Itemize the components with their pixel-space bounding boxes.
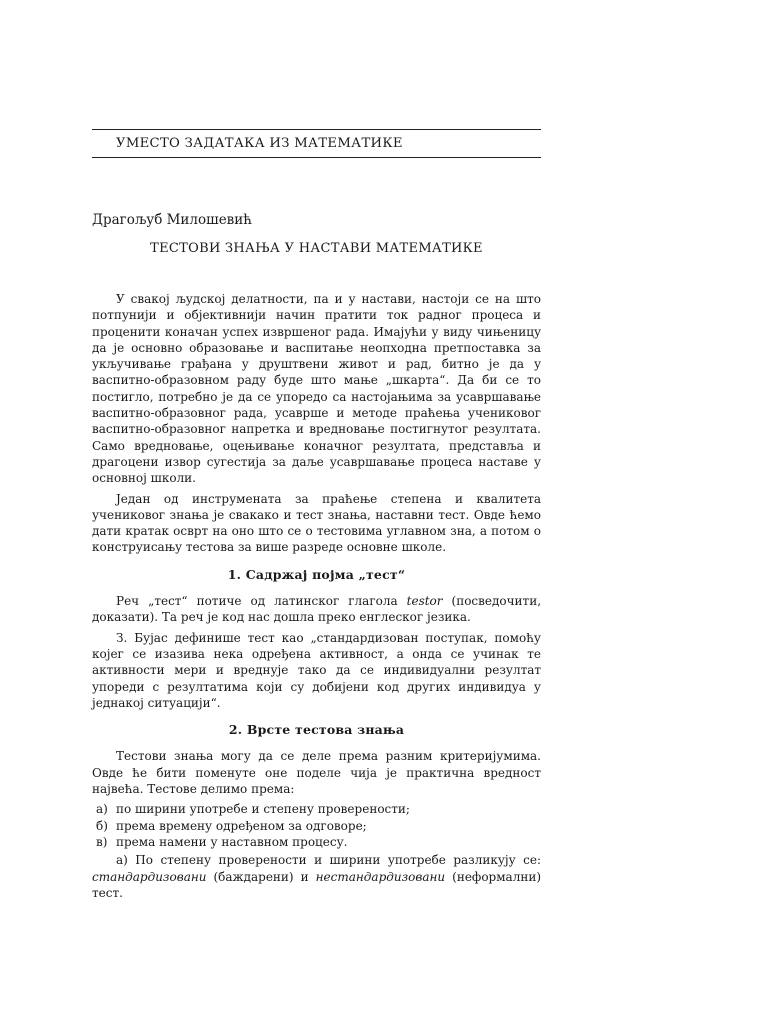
section-title: УМЕСТО ЗАДАТАКА ИЗ МАТЕМАТИКЕ — [116, 136, 403, 151]
section-2-p2-text-a: а) По степену проверености и ширини употребе разликују се: — [116, 853, 541, 868]
section-1-p1-text-b: (посведочити, доказати). Та реч је код нас дошла преко енглеског језика. — [92, 594, 542, 625]
intro-paragraph-1: У свакој људској делатности, па и у настави, настоји се на што потпунији и објективнији начин пратити ток радног процеса и проценити коначан успех извршеног рада. Имајући у виду чињеницу да је основно образовање и васпитање неопходна претпоставка за укључивање грађана у друштвени живот и рад, битно је да у васпитно-образовном раду буде што мање „шкарта“. Да би се то постигло, потребно је да се упоредо са настојањима за усавршавање васпитно-образовног рада, усаврше и методе праћења учениковог васпитно-образовног напретка и вредновање постигнутог резултата. Само вредновање, оцењивање коначног резултата, представља и драгоцени извор сугестија за даље усавршавање процеса наставе у основној школи. — [92, 292, 541, 486]
article-title: ТЕСТОВИ ЗНАЊА У НАСТАВИ МАТЕМАТИКЕ — [150, 241, 483, 256]
list-item — [92, 834, 541, 850]
term-standardized: стандардизовани — [92, 869, 207, 884]
header-rule-bottom — [92, 157, 541, 158]
list-marker: а) — [96, 802, 108, 817]
section-1-heading: 1. Садржај појма „тест“ — [227, 566, 406, 582]
latin-word: testor — [406, 594, 443, 609]
list-item-text: према времену одређеном за одговоре; — [116, 818, 367, 833]
list-marker: в) — [96, 834, 108, 849]
section-2-heading: 2. Врсте тестова знања — [228, 722, 405, 738]
intro-paragraph-2: Један од инструмената за праћење степена и квалитета учениковог знања је свакако и тест знања, наставни тест. Овде ћемо дати кратак осврт на оно што се о тестовима углавном зна, а потом о конструисању тестова за више разреде основне школе. — [92, 491, 541, 555]
section-2-p2-text-b: (баждарени) и — [206, 869, 316, 884]
section-1-paragraph-2: З. Бујас дефинише тест као „стандардизован поступак, помоћу којег се изазива нека одређена активност, а онда се учинак те активности мери и вреднује тако да се индивидуални резултат упореди с резултатима који су добијени код других индивидуа у једнакој ситуацији“. — [92, 630, 541, 710]
section-1-paragraph-1 — [92, 593, 541, 626]
header-rule-top — [92, 129, 541, 130]
author-name: Драгољуб Милошевић — [92, 212, 252, 228]
list-marker: б) — [96, 818, 108, 833]
criteria-list — [92, 801, 541, 850]
list-item-text: према намени у наставном процесу. — [116, 834, 348, 849]
section-1-p1-text-a: Реч „тест“ потиче од латинског глагола — [116, 594, 407, 609]
section-2-paragraph-2 — [92, 852, 541, 901]
section-2-p2-text-c: (неформални) тест. — [92, 869, 542, 900]
list-item — [92, 801, 541, 817]
term-nonstandardized: нестандардизовани — [315, 869, 446, 884]
list-item — [92, 818, 541, 834]
article-body — [92, 291, 541, 905]
section-2-paragraph-1: Тестови знања могу да се деле према разним критеријумима. Овде ће бити поменуте оне поделе чија је практична вредност највећа. Тестове делимо према: — [92, 749, 541, 797]
list-item-text: по ширини употребе и степену проверености; — [116, 802, 410, 817]
